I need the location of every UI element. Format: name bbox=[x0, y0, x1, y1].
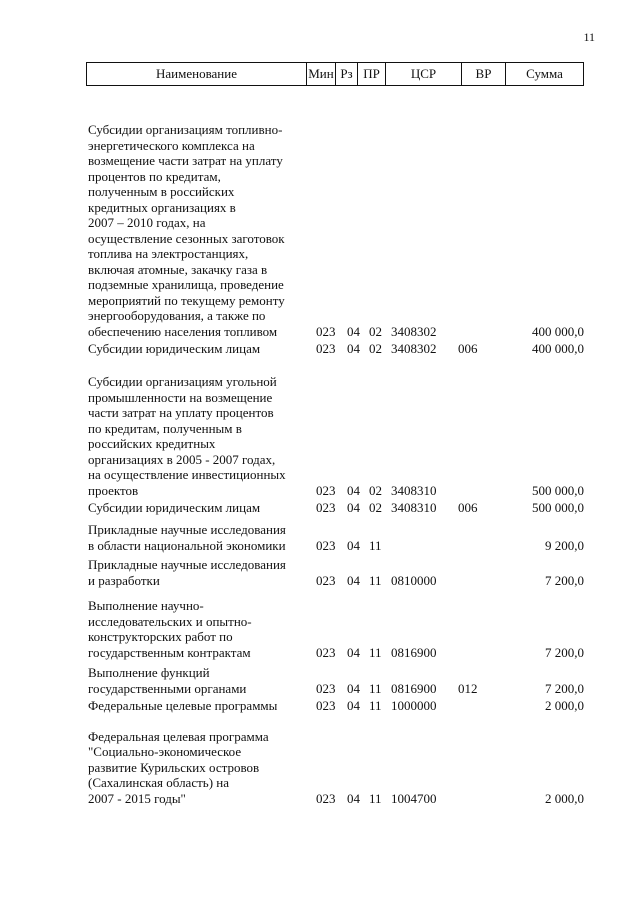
row-sum: 2 000,0 bbox=[545, 697, 584, 713]
row-csr: 3408302 bbox=[391, 340, 437, 356]
table-row bbox=[0, 340, 640, 356]
header-name: Наименование bbox=[87, 63, 307, 85]
row-vr: 006 bbox=[458, 340, 478, 356]
row-vr: 012 bbox=[458, 680, 478, 696]
row-min: 023 bbox=[316, 680, 336, 696]
row-rz: 04 bbox=[347, 499, 360, 515]
row-pr: 11 bbox=[369, 697, 382, 713]
row-csr: 0810000 bbox=[391, 572, 437, 588]
row-name: Выполнение функций государственными органами bbox=[88, 665, 247, 696]
row-min: 023 bbox=[316, 537, 336, 553]
header-sum: Сумма bbox=[526, 66, 563, 81]
row-sum: 400 000,0 bbox=[532, 340, 584, 356]
row-rz: 04 bbox=[347, 697, 360, 713]
row-pr: 02 bbox=[369, 499, 382, 515]
row-min: 023 bbox=[316, 790, 336, 806]
table-row bbox=[0, 100, 640, 339]
row-sum: 9 200,0 bbox=[545, 537, 584, 553]
row-pr: 02 bbox=[369, 323, 382, 339]
header-vr: ВР bbox=[462, 63, 506, 85]
row-min: 023 bbox=[316, 323, 336, 339]
row-sum: 7 200,0 bbox=[545, 644, 584, 660]
table-row bbox=[0, 596, 640, 660]
row-rz: 04 bbox=[347, 340, 360, 356]
row-pr: 11 bbox=[369, 680, 382, 696]
row-name: Прикладные научные исследования и разработки bbox=[88, 557, 286, 588]
header-min: Мин bbox=[307, 63, 336, 85]
row-name: Выполнение научно- исследовательских и опытно- конструкторских работ по государственным контрактам bbox=[88, 598, 252, 660]
row-min: 023 bbox=[316, 644, 336, 660]
row-name: Федеральная целевая программа "Социально-экономическое развитие Курильских островов (Сахалинская область) на 2007 - 2015 годы" bbox=[88, 728, 269, 806]
row-sum: 7 200,0 bbox=[545, 572, 584, 588]
row-rz: 04 bbox=[347, 644, 360, 660]
row-name: Прикладные научные исследования в области национальной экономики bbox=[88, 522, 286, 553]
row-rz: 04 bbox=[347, 323, 360, 339]
row-pr: 02 bbox=[369, 482, 382, 498]
row-rz: 04 bbox=[347, 790, 360, 806]
row-sum: 7 200,0 bbox=[545, 680, 584, 696]
table-row bbox=[0, 499, 640, 515]
row-csr: 0816900 bbox=[391, 680, 437, 696]
row-sum: 400 000,0 bbox=[532, 323, 584, 339]
row-rz: 04 bbox=[347, 680, 360, 696]
row-pr: 11 bbox=[369, 644, 382, 660]
row-csr: 0816900 bbox=[391, 644, 437, 660]
row-min: 023 bbox=[316, 340, 336, 356]
table-row bbox=[0, 726, 640, 806]
row-rz: 04 bbox=[347, 482, 360, 498]
row-csr: 3408310 bbox=[391, 499, 437, 515]
row-pr: 11 bbox=[369, 537, 382, 553]
row-rz: 04 bbox=[347, 572, 360, 588]
row-vr: 006 bbox=[458, 499, 478, 515]
table-row bbox=[0, 520, 640, 553]
row-min: 023 bbox=[316, 499, 336, 515]
table-row bbox=[0, 697, 640, 713]
page-number: 11 bbox=[583, 30, 595, 44]
row-rz: 04 bbox=[347, 537, 360, 553]
row-name: Субсидии организациям топливно- энергетического комплекса на возмещение части затрат на уплату процентов по кредитам, полученным в российских кредитных организациях в 2007 – 2010 годах, на осуществление сезонных заготовок топлива на электростанциях, включая атомные, закачку газа в подземные хранилища, проведение мероприятий по текущему ремонту энергооборудования, а также по обеспечению населения топливом bbox=[88, 122, 285, 339]
row-pr: 02 bbox=[369, 340, 382, 356]
header-pr: ПР bbox=[358, 63, 386, 85]
table-row bbox=[0, 556, 640, 588]
row-sum: 500 000,0 bbox=[532, 482, 584, 498]
row-pr: 11 bbox=[369, 572, 382, 588]
row-name: Субсидии юридическим лицам bbox=[88, 340, 261, 356]
row-csr: 1004700 bbox=[391, 790, 437, 806]
header-rz: Рз bbox=[336, 63, 358, 85]
row-name: Субсидии юридическим лицам bbox=[88, 499, 261, 515]
table-row bbox=[0, 370, 640, 498]
row-sum: 500 000,0 bbox=[532, 499, 584, 515]
header-csr: ЦСР bbox=[386, 63, 462, 85]
row-min: 023 bbox=[316, 482, 336, 498]
row-csr: 1000000 bbox=[391, 697, 437, 713]
row-csr: 3408310 bbox=[391, 482, 437, 498]
row-min: 023 bbox=[316, 697, 336, 713]
table-row bbox=[0, 663, 640, 696]
row-csr: 3408302 bbox=[391, 323, 437, 339]
row-min: 023 bbox=[316, 572, 336, 588]
row-name: Федеральные целевые программы bbox=[88, 697, 278, 713]
row-pr: 11 bbox=[369, 790, 382, 806]
row-name: Субсидии организациям угольной промышленности на возмещение части затрат на уплату процентов по кредитам, полученным в российских кредитных организациях в 2005 - 2007 годах, на осуществление инвестиционных проектов bbox=[88, 374, 286, 498]
row-sum: 2 000,0 bbox=[545, 790, 584, 806]
